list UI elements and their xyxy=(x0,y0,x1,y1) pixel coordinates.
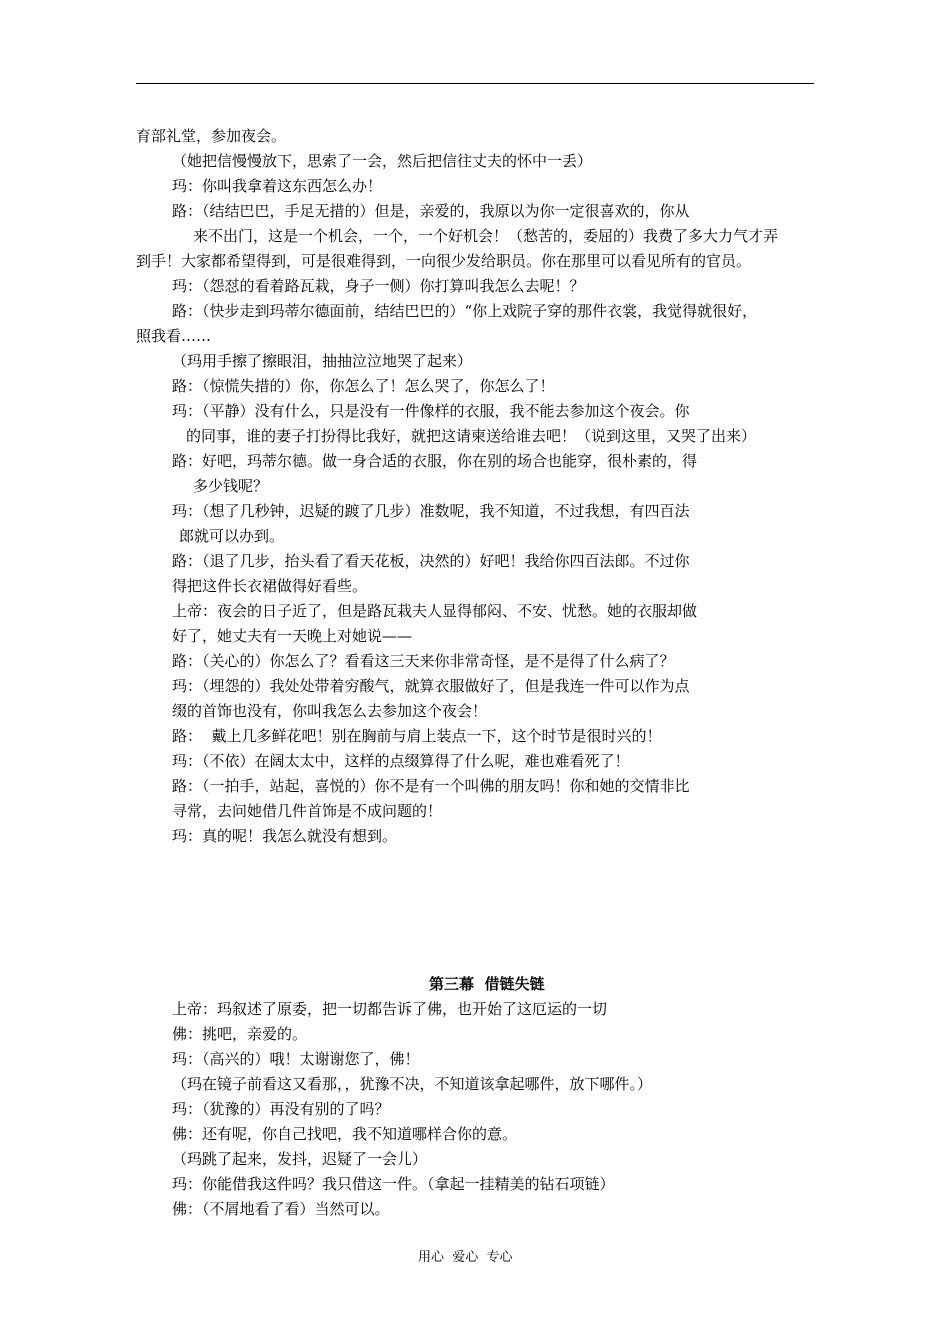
dialogue-line: 玛：（不依）在阔太太中，这样的点缀算得了什么呢，难也难看死了！ xyxy=(172,752,630,770)
dialogue-line: 多少钱呢？ xyxy=(193,477,269,495)
stage-direction: （她把信慢慢放下，思索了一会，然后把信往丈夫的怀中一丢） xyxy=(172,152,593,170)
stage-direction: （玛用手擦了擦眼泪，抽抽泣泣地哭了起来） xyxy=(172,352,473,370)
dialogue-line: 路：好吧，玛蒂尔德。做一身合适的衣服，你在别的场合也能穿，很朴素的，得 xyxy=(172,452,698,470)
dialogue-line: 来不出门，这是一个机会，一个，一个好机会！（愁苦的，委屈的）我费了多大力气才弄 xyxy=(193,227,779,245)
dialogue-line: 路： 戴上几多鲜花吧！别在胸前与肩上装点一下，这个时节是很时兴的！ xyxy=(172,727,662,745)
dialogue-line: 得把这件长衣裙做得好看些。 xyxy=(172,577,368,595)
dialogue-line: 到手！大家都希望得到，可是很难得到，一向很少发给职员。你在那里可以看见所有的官员。 xyxy=(136,252,752,270)
dialogue-line: 玛：（犹豫的）再没有别的了吗？ xyxy=(172,1100,390,1118)
dialogue-line: 路：（惊慌失措的）你，你怎么了！怎么哭了，你怎么了！ xyxy=(172,377,555,395)
dialogue-line: 路：（一拍手，站起，喜悦的）你不是有一个叫佛的朋友吗！你和她的交情非比 xyxy=(172,777,690,795)
dialogue-line: 路：（结结巴巴，手足无措的）但是，亲爱的，我原以为你一定很喜欢的，你从 xyxy=(172,202,690,220)
dialogue-line: 佛：还有呢，你自己找吧，我不知道哪样合你的意。 xyxy=(172,1125,518,1143)
stage-direction: （玛跳了起来，发抖，迟疑了一会儿） xyxy=(172,1150,428,1168)
dialogue-line: 佛：挑吧，亲爱的。 xyxy=(172,1025,308,1043)
dialogue-line: 玛：你叫我拿着这东西怎么办！ xyxy=(172,177,383,195)
dialogue-line: 玛：（平静）没有什么，只是没有一件像样的衣服，我不能去参加这个夜会。你 xyxy=(172,402,690,420)
dialogue-line: 玛：真的呢！我怎么就没有想到。 xyxy=(172,827,398,845)
dialogue-line: 佛：（不屑地看了看）当然可以。 xyxy=(172,1200,390,1218)
dialogue-line: 好了，她丈夫有一天晚上对她说—— xyxy=(172,627,413,645)
dialogue-line: 玛：（埋怨的）我处处带着穷酸气，就算衣服做好了，但是我连一件可以作为点 xyxy=(172,677,690,695)
dialogue-line: 寻常，去问她借几件首饰是不成问题的！ xyxy=(172,802,443,820)
header-rule xyxy=(136,83,814,84)
dialogue-line: 上帝：玛叙述了原委，把一切都告诉了佛，也开始了这厄运的一切 xyxy=(172,1000,608,1018)
dialogue-line: 路：（快步走到玛蒂尔德面前，结结巴巴的）“你上戏院子穿的那件衣裳，我觉得就很好， xyxy=(172,302,758,320)
act-title: 第三幕 借链失链 xyxy=(429,975,545,993)
page-footer: 用心 爱心 专心 xyxy=(418,1250,513,1265)
dialogue-line: 上帝：夜会的日子近了，但是路瓦栽夫人显得郁闷、不安、忧愁。她的衣服却做 xyxy=(172,602,698,620)
dialogue-line: 照我看…… xyxy=(136,327,212,345)
dialogue-line: 郎就可以办到。 xyxy=(179,527,285,545)
dialogue-line: 育部礼堂，参加夜会。 xyxy=(136,127,287,145)
dialogue-line: 玛：你能借我这件吗？我只借这一件。（拿起一挂精美的钻石项链） xyxy=(172,1175,615,1193)
dialogue-line: 玛：（想了几秒钟，迟疑的踱了几步）准数呢，我不知道，不过我想，有四百法 xyxy=(172,502,690,520)
dialogue-line: 玛：（高兴的）哦！太谢谢您了，佛！ xyxy=(172,1050,420,1068)
dialogue-line: 缀的首饰也没有，你叫我怎么去参加这个夜会！ xyxy=(172,702,488,720)
dialogue-line: 路：（关心的）你怎么了？看看这三天来你非常奇怪，是不是得了什么病了？ xyxy=(172,652,675,670)
stage-direction: （玛在镜子前看这又看那，，犹豫不决，不知道该拿起哪件，放下哪件。） xyxy=(172,1075,653,1093)
dialogue-line: 路：（退了几步，抬头看了看天花板，决然的）好吧！我给你四百法郎。不过你 xyxy=(172,552,690,570)
dialogue-line: 玛：（怨怼的看着路瓦栽，身子一侧）你打算叫我怎么去呢！？ xyxy=(172,277,585,295)
dialogue-line: 的同事，谁的妻子打扮得比我好，就把这请柬送给谁去吧！（说到这里，又哭了出来） xyxy=(186,427,757,445)
